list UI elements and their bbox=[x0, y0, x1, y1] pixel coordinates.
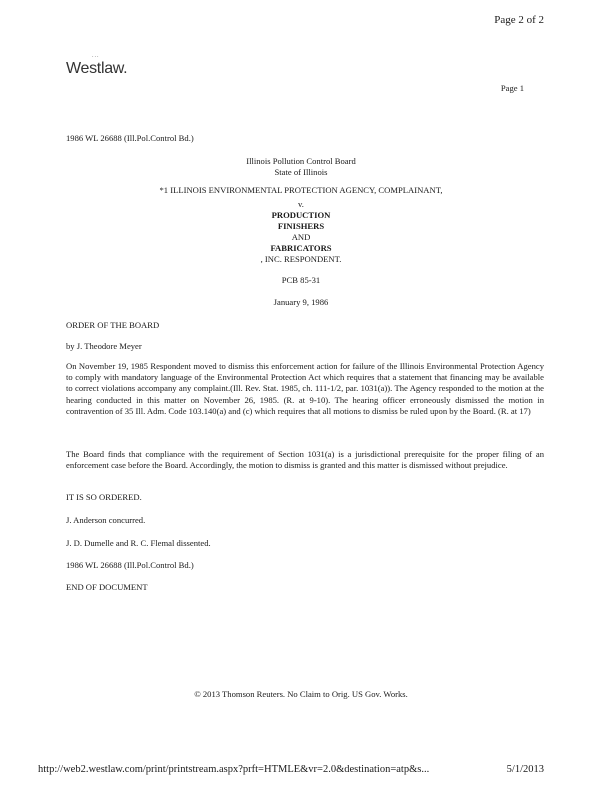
citation-top: 1986 WL 26688 (Ill.Pol.Control Bd.) bbox=[66, 133, 194, 143]
body-paragraph-2: The Board finds that compliance with the requirement of Section 1031(a) is a jurisdictional prerequisite for the proper filing of an enforcement case before the Board. Accordingly, the motion to dismiss is granted and this matter is dismissed without prejudice. bbox=[66, 449, 544, 471]
caption-versus: v. bbox=[298, 199, 304, 209]
page-count: Page 2 of 2 bbox=[494, 14, 544, 26]
westlaw-logo: Westlaw. bbox=[66, 60, 128, 77]
footer-date: 5/1/2013 bbox=[506, 764, 544, 775]
end-of-document: END OF DOCUMENT bbox=[66, 582, 148, 592]
docket-number: PCB 85-31 bbox=[281, 275, 321, 285]
dissent: J. D. Dumelle and R. C. Flemal dissented. bbox=[66, 538, 211, 548]
caption-defendant-line2: FINISHERS bbox=[277, 221, 325, 231]
order-date: January 9, 1986 bbox=[273, 297, 329, 307]
citation-bottom: 1986 WL 26688 (Ill.Pol.Control Bd.) bbox=[66, 560, 194, 570]
court-state: State of Illinois bbox=[274, 167, 328, 177]
caption-defendant-line5: , INC. RESPONDENT. bbox=[260, 254, 342, 264]
court-name: Illinois Pollution Control Board bbox=[246, 156, 356, 166]
so-ordered: IT IS SO ORDERED. bbox=[66, 492, 142, 502]
body-paragraph-1: On November 19, 1985 Respondent moved to dismiss this enforcement action for failure of the Illinois Environmental Protection Agency to comply with mandatory language of the Environmental Protection Act which requires that a statement that financing may be available to correct violations accompany any complaint.(Ill. Rev. Stat. 1985, ch. 111-1/2, par. 1031(a)). The Agency responded to the motion at the hearing conducted in this matter on November 26, 1985. (R. at 9-10). The hearing officer erroneously dismissed the motion in contravention of 35 Ill. Adm. Code 103.140(a) and (c) which requires that all motions to dismiss be ruled upon by the Board. (R. at 17) bbox=[66, 361, 544, 416]
caption-defendant-line3: AND bbox=[291, 232, 311, 242]
logo-dots: ... bbox=[92, 53, 100, 59]
concurrence: J. Anderson concurred. bbox=[66, 515, 146, 525]
caption-defendant-line1: PRODUCTION bbox=[271, 210, 331, 220]
footer-url: http://web2.westlaw.com/print/printstream.aspx?prft=HTMLE&vr=2.0&destination=atp&s... bbox=[38, 764, 430, 775]
page-label: Page 1 bbox=[500, 83, 524, 93]
order-heading: ORDER OF THE BOARD bbox=[66, 320, 160, 330]
author-line: by J. Theodore Meyer bbox=[66, 341, 142, 351]
copyright-notice: © 2013 Thomson Reuters. No Claim to Orig. US Gov. Works. bbox=[194, 689, 408, 699]
caption-plaintiff: *1 ILLINOIS ENVIRONMENTAL PROTECTION AGENCY, COMPLAINANT, bbox=[159, 185, 443, 195]
caption-defendant-line4: FABRICATORS bbox=[270, 243, 332, 253]
